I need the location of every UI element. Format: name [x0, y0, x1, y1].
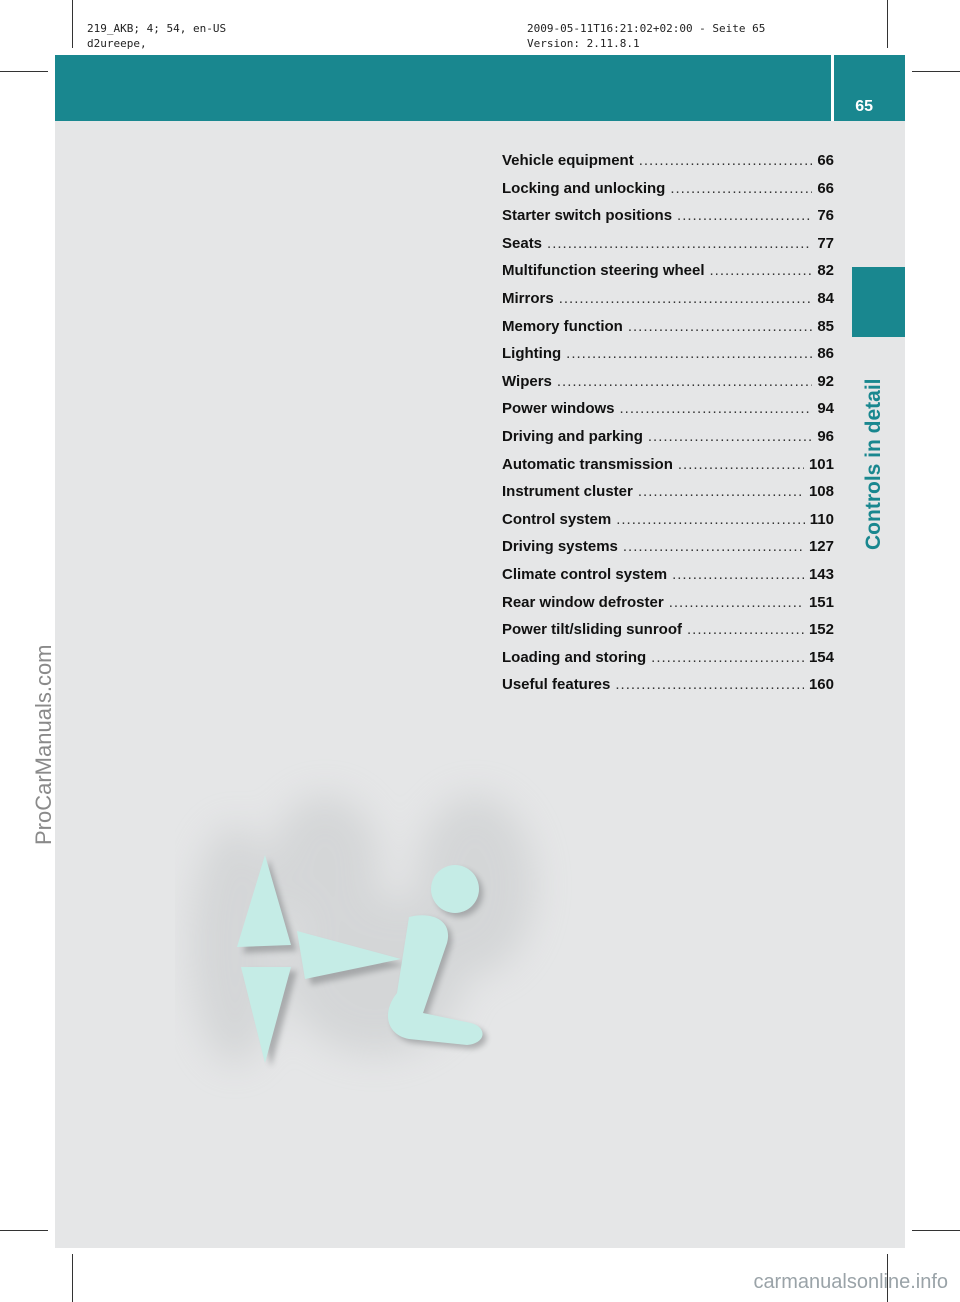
toc-leader-dots [648, 428, 812, 445]
header-band [55, 55, 905, 121]
toc-entry-title: Driving and parking [502, 427, 643, 445]
toc-leader-dots [687, 621, 804, 638]
toc-entry[interactable] [502, 456, 834, 484]
toc-entry-page: 66 [817, 152, 834, 169]
toc-entry[interactable] [502, 180, 834, 208]
toc-entry-page: 86 [817, 345, 834, 363]
toc-entry[interactable] [502, 621, 834, 649]
toc-leader-dots [670, 180, 812, 197]
toc-leader-dots [557, 373, 812, 390]
toc-entry-title: Useful features [502, 676, 611, 694]
crop-mark [0, 71, 48, 72]
toc-entry-page: 92 [817, 372, 834, 390]
table-of-contents [502, 152, 834, 704]
toc-entry[interactable] [502, 511, 834, 539]
crop-mark [887, 0, 888, 48]
toc-entry[interactable] [502, 207, 834, 235]
toc-leader-dots [620, 400, 813, 417]
print-info-left-line2: d2ureepe, [87, 37, 147, 50]
toc-entry-page: 108 [808, 483, 834, 501]
toc-leader-dots [638, 483, 804, 500]
toc-leader-dots [623, 538, 804, 555]
crop-mark [72, 0, 73, 48]
toc-leader-dots [547, 235, 812, 252]
toc-entry-page: 160 [808, 676, 834, 694]
toc-leader-dots [628, 318, 812, 335]
toc-entry-title: Seats [502, 234, 543, 252]
toc-entry-page: 77 [817, 234, 834, 252]
toc-leader-dots [677, 207, 812, 224]
toc-leader-dots [651, 649, 804, 666]
toc-leader-dots [615, 676, 804, 693]
crop-mark [912, 1230, 960, 1231]
toc-leader-dots [566, 345, 812, 362]
print-info-right [527, 21, 765, 51]
toc-entry-title: Power tilt/sliding sunroof [502, 621, 682, 639]
toc-entry[interactable] [502, 290, 834, 318]
toc-entry[interactable] [502, 400, 834, 428]
toc-entry-page: 82 [817, 262, 834, 280]
toc-entry-page: 66 [817, 179, 834, 197]
print-info-right-line1: 2009-05-11T16:21:02+02:00 - Seite 65 [527, 22, 766, 35]
toc-entry-title: Rear window defroster [502, 593, 664, 611]
toc-entry[interactable] [502, 428, 834, 456]
climate-airflow-seat-icon [175, 745, 575, 1105]
toc-entry-title: Vehicle equipment [502, 152, 634, 169]
section-tab-marker [852, 267, 905, 337]
toc-entry[interactable] [502, 262, 834, 290]
toc-entry-title: Climate control system [502, 565, 668, 583]
toc-entry-page: 94 [817, 400, 834, 418]
toc-entry-page: 152 [808, 621, 834, 639]
toc-entry[interactable] [502, 649, 834, 677]
print-info-left [87, 21, 226, 51]
toc-entry-title: Instrument cluster [502, 483, 633, 501]
print-info-left-line1: 219_AKB; 4; 54, en-US [87, 22, 227, 35]
toc-entry[interactable] [502, 676, 834, 704]
toc-entry-title: Power windows [502, 400, 615, 418]
section-tab-label: Controls in detail [862, 378, 885, 550]
toc-entry-title: Driving systems [502, 538, 618, 556]
toc-entry-page: 96 [817, 427, 834, 445]
toc-entry[interactable] [502, 345, 834, 373]
crop-mark [0, 1230, 48, 1231]
toc-entry-title: Locking and unlocking [502, 179, 666, 197]
toc-leader-dots [672, 566, 804, 583]
toc-entry-title: Memory function [502, 317, 623, 335]
page-number: 65 [855, 98, 873, 115]
print-info-right-line2: Version: 2.11.8.1 [527, 37, 640, 50]
toc-entry-page: 151 [808, 593, 834, 611]
toc-entry-title: Mirrors [502, 289, 554, 307]
toc-entry[interactable] [502, 152, 834, 180]
header-divider [831, 55, 834, 121]
toc-entry-page: 154 [808, 648, 834, 666]
watermark: ProCarManuals.com [31, 644, 56, 845]
toc-entry-title: Wipers [502, 372, 552, 390]
toc-entry-title: Multifunction steering wheel [502, 262, 705, 280]
toc-entry[interactable] [502, 373, 834, 401]
toc-entry-page: 127 [808, 538, 834, 556]
toc-entry-page: 101 [808, 455, 834, 473]
toc-entry-title: Loading and storing [502, 648, 647, 666]
toc-leader-dots [559, 290, 813, 307]
toc-entry-page: 84 [817, 289, 834, 307]
toc-entry-title: Lighting [502, 345, 562, 363]
toc-entry[interactable] [502, 318, 834, 346]
toc-entry-page: 76 [817, 207, 834, 225]
crop-mark [72, 1254, 73, 1302]
footer-url: carmanualsonline.info [753, 1271, 948, 1293]
toc-entry-page: 85 [817, 317, 834, 335]
toc-entry-title: Starter switch positions [502, 207, 673, 225]
toc-leader-dots [639, 152, 813, 169]
toc-leader-dots [669, 594, 804, 611]
toc-entry[interactable] [502, 538, 834, 566]
toc-leader-dots [710, 262, 813, 279]
toc-entry-title: Automatic transmission [502, 455, 673, 473]
toc-entry[interactable] [502, 483, 834, 511]
toc-leader-dots [678, 456, 804, 473]
toc-leader-dots [616, 511, 805, 528]
toc-entry[interactable] [502, 235, 834, 263]
toc-entry[interactable] [502, 594, 834, 622]
toc-entry[interactable] [502, 566, 834, 594]
toc-entry-title: Control system [502, 510, 612, 528]
toc-entry-page: 110 [809, 510, 834, 528]
crop-mark [912, 71, 960, 72]
toc-entry-page: 143 [808, 565, 834, 583]
